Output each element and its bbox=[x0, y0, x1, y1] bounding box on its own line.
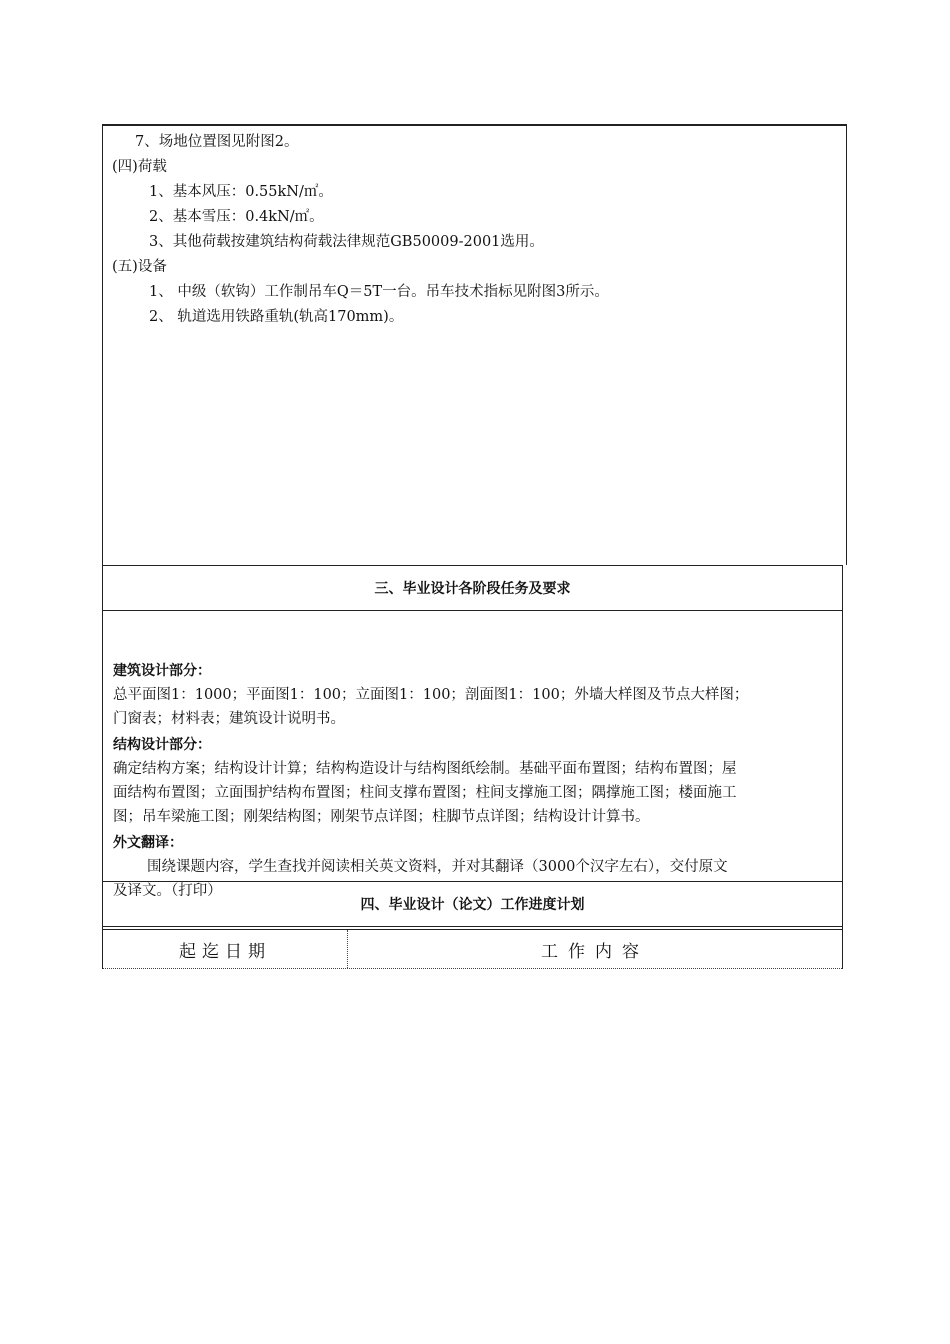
arch-line-1: 总平面图1：1000；平面图1：100；立面图1：100；剖面图1：100；外墙大样图及节点大样图； bbox=[113, 687, 749, 703]
design-conditions-cell bbox=[102, 124, 847, 565]
struct-heading: 结构设计部分： bbox=[113, 737, 211, 753]
heading-loads: (四)荷载 bbox=[112, 159, 167, 175]
struct-line-1: 确定结构方案；结构设计计算；结构构造设计与结构图纸绘制。基础平面布置图；结构布置图；屋 bbox=[113, 761, 737, 777]
section3-title: 三、毕业设计各阶段任务及要求 bbox=[103, 565, 842, 611]
line-wind-pressure: 1、基本风压：0.55kN/㎡。 bbox=[149, 184, 333, 200]
schedule-section bbox=[102, 881, 843, 969]
task-table bbox=[102, 565, 843, 899]
line-site-plan: 7、场地位置图见附图2。 bbox=[135, 134, 299, 150]
struct-line-3: 图；吊车梁施工图；刚架结构图；刚架节点详图；柱脚节点详图；结构设计计算书。 bbox=[113, 809, 650, 825]
struct-line-2: 面结构布置图；立面围护结构布置图；柱间支撑布置图；柱间支撑施工图；隅撑施工图；楼面施工 bbox=[113, 785, 737, 801]
col-date-header: 起迄日期 bbox=[103, 930, 348, 968]
col-content-header: 工作内容 bbox=[541, 941, 649, 962]
heading-equipment: (五)设备 bbox=[112, 259, 167, 275]
section3-body bbox=[103, 611, 842, 899]
schedule-header-row bbox=[103, 929, 842, 969]
line-crane: 1、 中级（软钩）工作制吊车Q＝5T一台。吊车技术指标见附图3所示。 bbox=[149, 284, 609, 300]
section4-title: 四、毕业设计（论文）工作进度计划 bbox=[103, 881, 842, 927]
line-other-loads: 3、其他荷载按建筑结构荷载法律规范GB50009-2001选用。 bbox=[149, 234, 544, 250]
arch-heading: 建筑设计部分： bbox=[113, 663, 211, 679]
line-snow-pressure: 2、基本雪压：0.4kN/㎡。 bbox=[149, 209, 324, 225]
trans-line-2: 及译文。（打印） bbox=[113, 883, 222, 899]
trans-line-1: 围绕课题内容，学生查找并阅读相关英文资料，并对其翻译（3000个汉字左右），交付原文 bbox=[147, 859, 728, 875]
arch-line-2: 门窗表；材料表；建筑设计说明书。 bbox=[113, 711, 345, 727]
line-rail: 2、 轨道选用铁路重轨(轨高170mm)。 bbox=[149, 309, 404, 325]
trans-heading: 外文翻译： bbox=[113, 835, 183, 851]
